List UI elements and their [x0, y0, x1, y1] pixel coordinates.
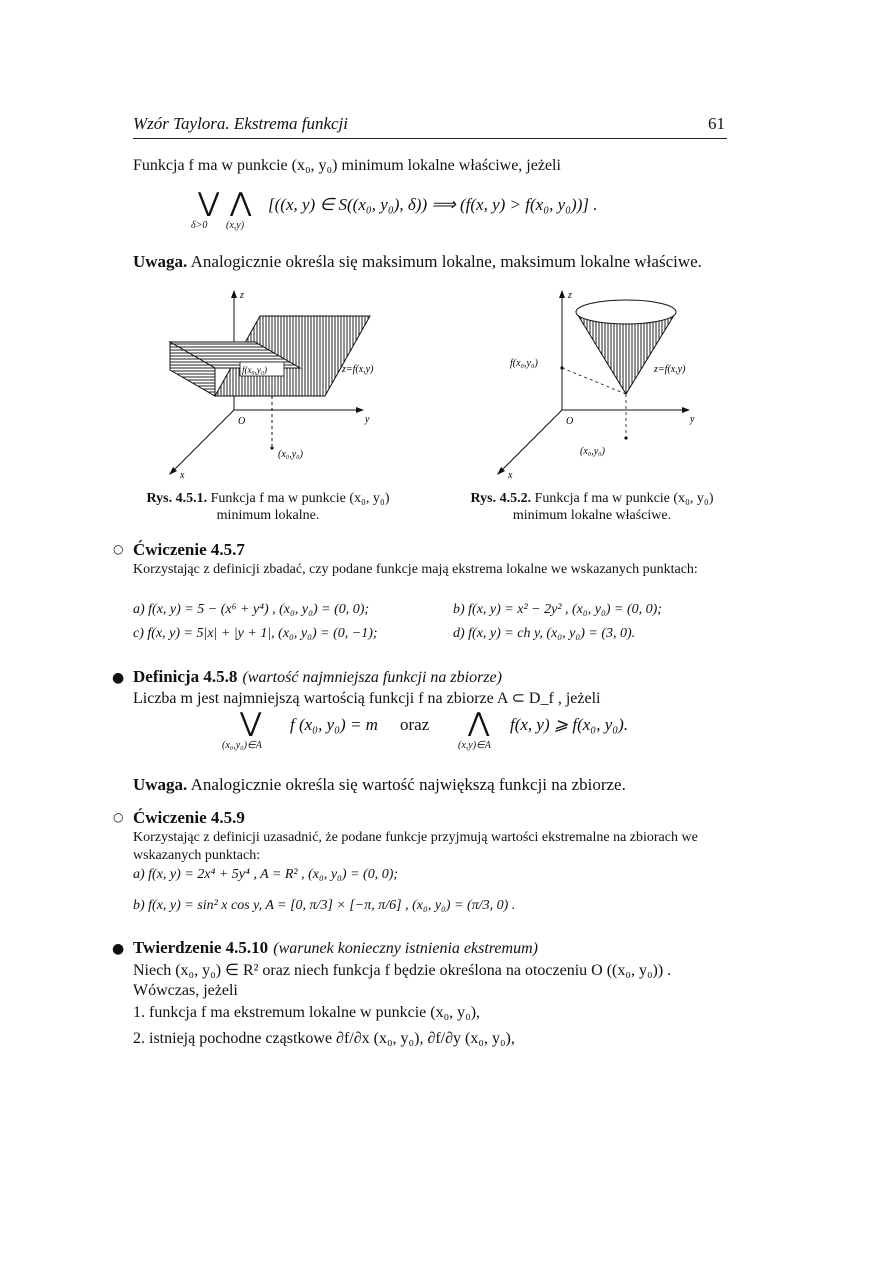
- figure-1-caption-label: Rys. 4.5.1.: [146, 491, 208, 506]
- exercise-457-title: Ćwiczenie 4.5.7: [133, 540, 245, 559]
- remark-1-text: Analogicznie określa się maksimum lokalne, maksimum lokalne właściwe.: [190, 252, 702, 271]
- figure-1-caption: [128, 490, 408, 524]
- remark-1: [133, 252, 702, 272]
- exercise-457-intro: Korzystając z definicji zbadać, czy podane funkcje mają ekstrema lokalne we wskazanych punktach:: [133, 562, 698, 577]
- def-min-formula: [((x, y) ∈ S((x₀, y₀), δ)) ⟹ (f(x, y) > f(x₀, y₀))] .: [268, 195, 598, 214]
- fig1-x-axis: [172, 410, 234, 472]
- remark-2: [133, 775, 626, 795]
- remark-2-label: Uwaga.: [133, 775, 188, 794]
- header-rule: [133, 138, 727, 139]
- figure-1-plot: [160, 286, 420, 486]
- figure-2-plot: [490, 286, 720, 486]
- figure-2-caption: [452, 490, 732, 524]
- def458-forall-subscript: (x,y)∈A: [458, 740, 491, 751]
- forall-subscript: (x,y): [226, 220, 245, 231]
- forall-quantifier: ⋀: [230, 188, 252, 218]
- definition-458-subtitle: (wartość najmniejsza funkcji na zbiorze): [242, 669, 502, 686]
- fig2-cone-rim: [576, 300, 676, 324]
- page-number: 61: [708, 114, 725, 133]
- definition-458-bullet: ●: [112, 670, 125, 686]
- def458-part2: f(x, y) ⩾ f(x₀, y₀).: [510, 715, 629, 734]
- def458-forall-quantifier: ⋀: [468, 708, 490, 738]
- figure-1-caption-text: Funkcja f ma w punkcie (x₀, y₀) minimum lokalne.: [210, 491, 390, 523]
- fig2-o-label: O: [566, 416, 574, 427]
- fig2-point-label: (x₀,y₀): [580, 446, 605, 457]
- fig2-surface-label: z=f(x,y): [654, 364, 686, 375]
- fig2-z-label: z: [568, 290, 572, 301]
- theorem-4510-line-2: Wówczas, jeżeli: [133, 982, 238, 999]
- theorem-4510-title: Twierdzenie 4.5.10: [133, 938, 269, 957]
- fig1-value-label: f(x₀,y₀): [242, 365, 267, 375]
- exercise-459-item-b: b) f(x, y) = sin² x cos y, A = [0, π/3] × [−π, π/6] , (x₀, y₀) = (π/3, 0) .: [133, 898, 516, 913]
- exercise-457-item-a: a) f(x, y) = 5 − (x⁶ + y⁴) , (x₀, y₀) = (0, 0);: [133, 602, 370, 617]
- theorem-4510-item-2: 2. istnieją pochodne cząstkowe ∂f/∂x (x₀, y₀), ∂f/∂y (x₀, y₀),: [133, 1030, 515, 1047]
- exercise-457-item-c: c) f(x, y) = 5|x| + |y + 1|, (x₀, y₀) = (0, −1);: [133, 626, 378, 641]
- remark-1-label: Uwaga.: [133, 252, 188, 271]
- theorem-4510-heading: [133, 938, 538, 958]
- def458-exists-quantifier: ⋁: [240, 708, 262, 738]
- exercise-457-item-b: b) f(x, y) = x² − 2y² , (x₀, y₀) = (0, 0);: [453, 602, 662, 617]
- exercise-459-title: Ćwiczenie 4.5.9: [133, 808, 245, 827]
- definition-458-title: Definicja 4.5.8: [133, 667, 238, 686]
- fig2-y-label: y: [690, 414, 695, 425]
- theorem-4510-bullet: ●: [112, 941, 125, 957]
- exercise-459-intro: Korzystając z definicji uzasadnić, że podane funkcje przyjmują wartości ekstremalne na zbiorach we wskazanych punktach:: [133, 830, 698, 863]
- fig1-surface-label: z=f(x,y): [342, 364, 374, 375]
- theorem-4510-item-1: 1. funkcja f ma ekstremum lokalne w punkcie (x₀, y₀),: [133, 1004, 481, 1021]
- fig1-z-label: z: [240, 290, 244, 301]
- theorem-4510-line-1: Niech (x₀, y₀) ∈ R² oraz niech funkcja f będzie określona na otoczeniu O ((x₀, y₀)) .: [133, 962, 672, 979]
- fig1-point-label: (x₀,y₀): [278, 449, 303, 460]
- exists-quantifier: ⋁: [198, 188, 220, 218]
- theorem-4510-subtitle: (warunek konieczny istnienia ekstremum): [273, 940, 538, 957]
- exercise-457-item-d: d) f(x, y) = ch y, (x₀, y₀) = (3, 0).: [453, 626, 636, 641]
- figure-2-caption-label: Rys. 4.5.2.: [470, 491, 532, 506]
- exercise-459-open-bullet: ○: [113, 810, 124, 824]
- fig2-x-axis: [500, 410, 562, 472]
- def-min-intro: Funkcja f ma w punkcie (x₀, y₀) minimum lokalne właściwe, jeżeli: [133, 157, 561, 174]
- definition-458-intro: Liczba m jest najmniejszą wartością funkcji f na zbiorze A ⊂ D_f , jeżeli: [133, 690, 601, 707]
- def458-oraz: oraz: [400, 715, 430, 734]
- fig1-o-label: O: [238, 416, 246, 427]
- fig1-x-label: x: [180, 470, 185, 481]
- exercise-459-item-a: a) f(x, y) = 2x⁴ + 5y⁴ , A = R² , (x₀, y₀) = (0, 0);: [133, 867, 399, 882]
- def458-exists-subscript: (x₀,y₀)∈A: [222, 740, 262, 751]
- fig1-y-label: y: [365, 414, 370, 425]
- fig2-x-label: x: [508, 470, 513, 481]
- exists-subscript: δ>0: [191, 220, 208, 231]
- definition-458-heading: [133, 667, 502, 687]
- remark-2-text: Analogicznie określa się wartość największą funkcji na zbiorze.: [190, 775, 626, 794]
- figure-2-caption-text: Funkcja f ma w punkcie (x₀, y₀) minimum lokalne właściwe.: [512, 491, 714, 523]
- exercise-457-open-bullet: ○: [113, 542, 124, 556]
- fig2-value-label: f(x₀,y₀): [510, 358, 538, 369]
- running-header-title: Wzór Taylora. Ekstrema funkcji: [133, 114, 349, 133]
- def458-part1: f (x₀, y₀) = m: [290, 715, 378, 734]
